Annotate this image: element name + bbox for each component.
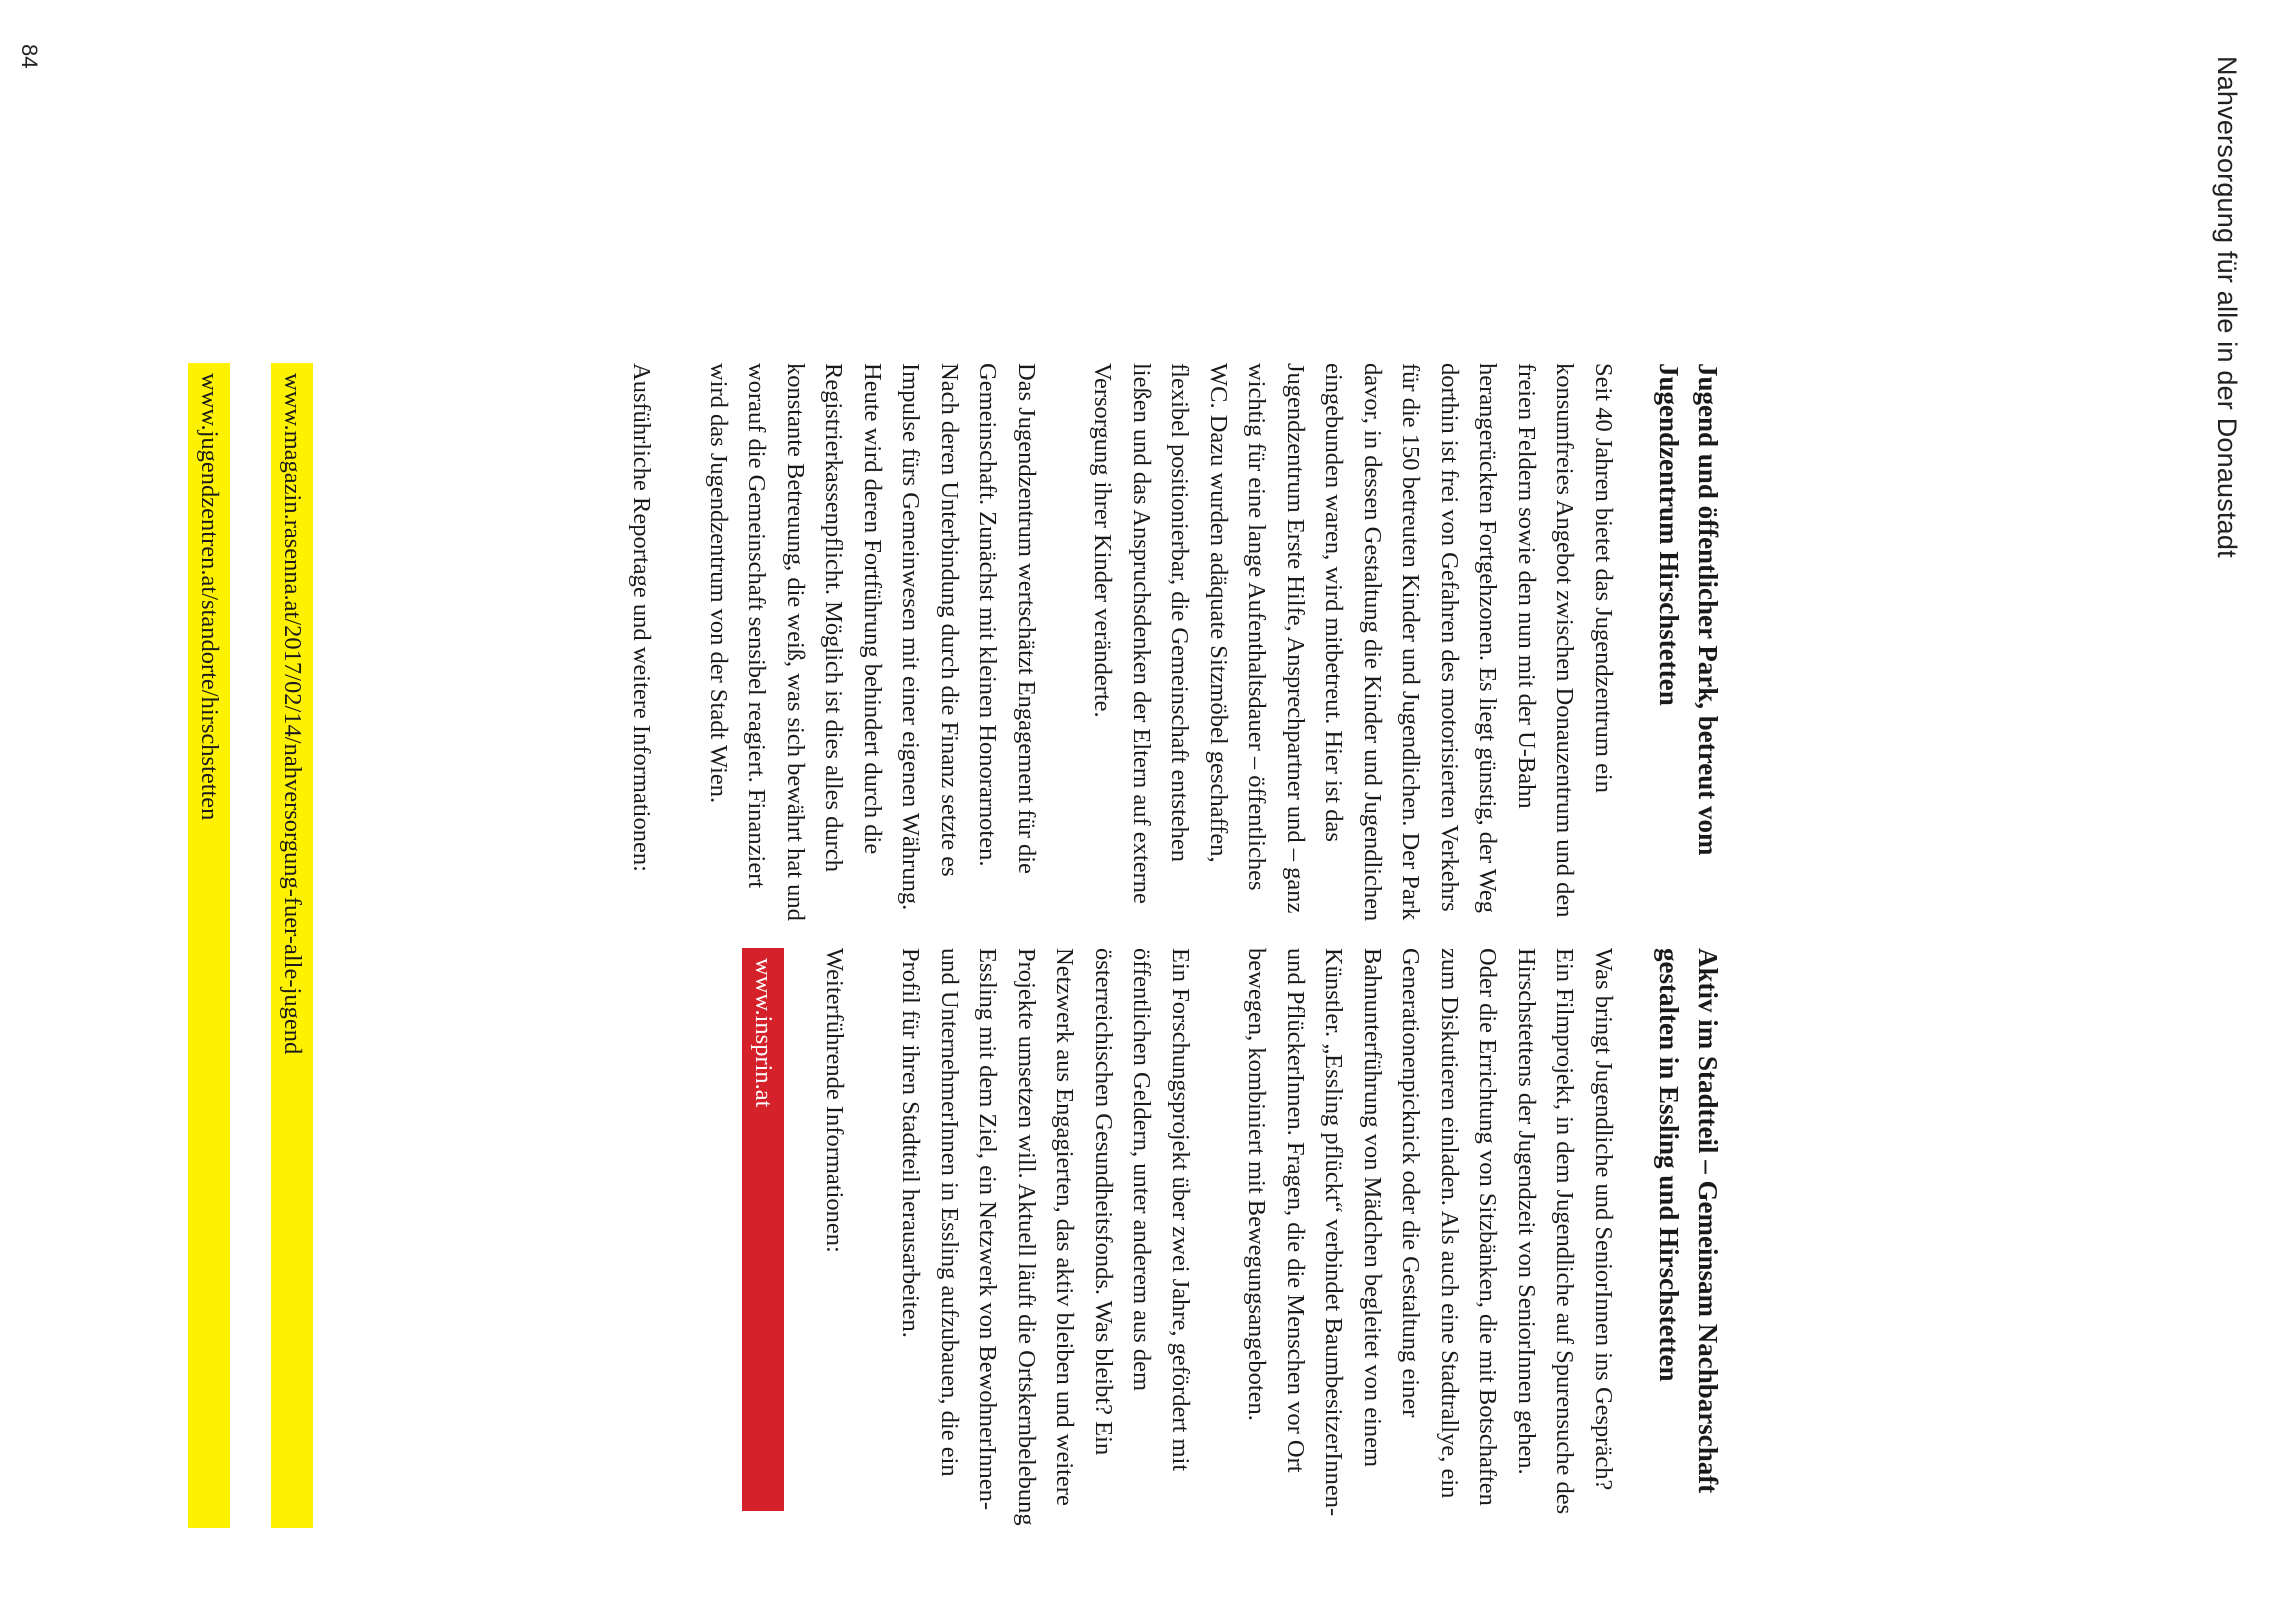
magazin-rasenna-link[interactable]: www.magazin.rasenna.at/2017/02/14/nahversorgung-fuer-alle-jugend [271,363,313,1528]
right-heading: Aktiv im Stadtteil – Gemeinsam Nachbarschaft gestalten in Essling und Hirschstetten [1654,948,1723,1494]
left-column [592,363,1727,923]
left-paragraph-1: Seit 40 Jahren bietet das Jugendzentrum ein konsumfreies Angebot zwischen Donauzentrum und den freien Feldern sowie den nun mit der U-Bahn herangerückten Fortgehzonen. Es liegt günstig, der Weg dorthin ist frei von Gefahren des motorisierten Verkehrs für die 150 betreuten Kinder und Jugendlichen. Der Park davor, in dessen Gestaltung die Kinder und Jugendlichen eingebunden waren, wird mitbetreut. Hier ist das Jugendzentrum Erste Hilfe, Ansprechpartner und – ganz wichtig für eine lange Aufenthaltsdauer – öffentliches WC. Dazu wurden adäquate Sitzmöbel geschaffen, flexibel positionierbar, die Gemeinschaft entstehen ließen und das Anspruchsdenken der Eltern auf externe Versorgung ihrer Kinder veränderte. [1089,363,1617,922]
right-paragraph-2: Ein Forschungsprojekt über zwei Jahre, gefördert mit öffentlichen Geldern, unter anderem aus dem österreichischen Gesundheitsfonds. Was bleibt? Ein Netzwerk aus Engagierten, das aktiv bleiben und weitere Projekte umsetzen will. Aktuell läuft die Ortskernbelebung Essling mit dem Ziel, ein Netzwerk von BewohnerInnen- und UnternehmerInnen in Essling aufzubauen, die ein Profil für ihren Stadtteil herausarbeiten. [897,948,1194,1526]
insprin-link[interactable]: www.insprin.at [743,948,785,1511]
right-paragraph-1: Was bringt Jugendliche und SeniorInnen ins Gespräch? Ein Filmprojekt, in dem Jugendliche auf Spurensuche des Hirschstettens der Jugendzeit von SeniorInnen gehen. Oder die Errichtung von Sitzbänken, die mit Botschaften zum Diskutieren einladen. Als auch eine Stadtrallye, ein Generationenpicknick oder die Gestaltung einer Bahnunterführung von Mädchen begleitet von einem Künstler. „Essling pflückt“ verbindet BaumbesitzerInnen- und PflückerInnen. Fragen, die die Menschen vor Ort bewegen, kombiniert mit Bewegungsangeboten. [1243,948,1617,1517]
left-heading: Jugend und öffentlicher Park, betreut vom Jugendzentrum Hirschstetten [1654,363,1723,856]
page-number: 84 [17,44,42,69]
running-title: Nahversorgung für alle in der Donaustadt [2212,56,2242,558]
left-more-info-label: Ausführliche Reportage und weitere Informationen: [628,363,656,872]
right-more-info-label: Weiterführende Informationen: [821,948,848,1253]
bottom-links [147,363,313,1528]
left-paragraph-2: Das Jugendzentrum wertschätzt Engagement für die Gemeinschaft. Zunächst mit kleinen Honorarnoten. Nach deren Unterbindung durch die Finanz setzte es Impulse fürs Gemeinwesen mit einer eigenen Währung. Heute wird deren Fortführung behindert durch die Registrierkassenpflicht. Möglich ist dies alles durch konstante Betreuung, die weiß, was sich bewährt hat und worauf die Gemeinschaft sensibel reagiert. Finanziert wird das Jugendzentrum von der Stadt Wien. [705,363,1040,921]
jugendzentren-link[interactable]: www.jugendzentren.at/standorte/hirschstetten [188,363,230,1528]
right-column [743,948,1728,1528]
